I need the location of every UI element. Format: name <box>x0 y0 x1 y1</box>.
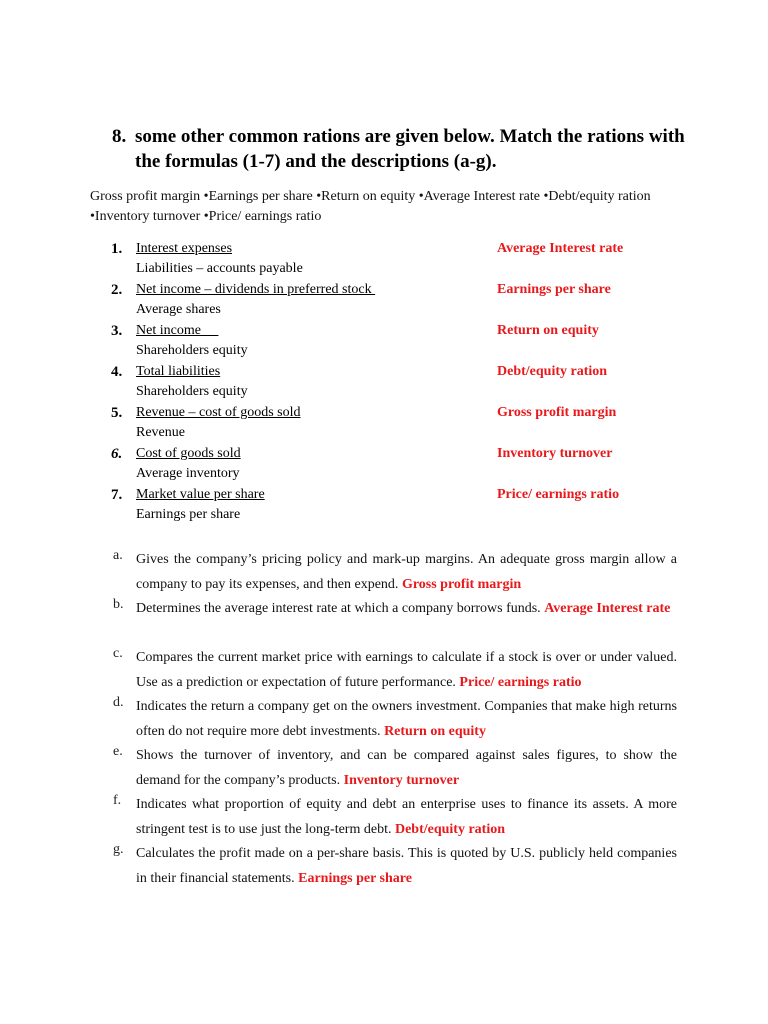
description-body <box>136 548 677 597</box>
formula-number: 1. <box>111 241 123 257</box>
formula-item-1 <box>0 240 768 280</box>
description-answer: Inventory turnover <box>343 772 460 788</box>
formula-denominator: Shareholders equity <box>136 384 248 399</box>
formula-number: 2. <box>111 282 123 298</box>
formula-denominator: Earnings per share <box>136 507 241 522</box>
description-text: Gives the company’s pricing policy and mark-up margins. An adequate gross margin allow a company to pay its expenses, and then expend. <box>136 552 677 592</box>
formula-answer: Inventory turnover <box>497 446 613 461</box>
formula-item-7 <box>0 486 768 526</box>
description-letter: e. <box>113 744 123 759</box>
description-letter: d. <box>113 695 124 710</box>
formula-number: 7. <box>111 487 123 503</box>
formula-denominator: Liabilities – accounts payable <box>136 261 303 276</box>
description-text: Calculates the profit made on a per-share basis. This is quoted by U.S. publicly held companies in their financial statements. <box>136 846 677 886</box>
description-letter: f. <box>113 793 122 808</box>
formula-item-5 <box>0 404 768 444</box>
description-body <box>136 646 677 695</box>
description-letter: c. <box>113 646 123 661</box>
description-answer: Return on equity <box>384 723 486 739</box>
description-letter: g. <box>113 842 124 857</box>
description-body <box>136 744 677 793</box>
formula-item-3 <box>0 322 768 362</box>
description-body <box>136 597 677 622</box>
description-text: Compares the current market price with earnings to calculate if a stock is over or under valued. Use as a prediction or expectation of future performance. <box>136 650 677 690</box>
formula-number: 3. <box>111 323 123 339</box>
description-text: Indicates what proportion of equity and debt an enterprise uses to finance its assets. A more stringent test is to use just the long-term debt. <box>136 797 677 837</box>
question-text: some other common rations are given below. Match the rations with the formulas (1-7) and the descriptions (a-g). <box>135 126 685 172</box>
description-answer: Average Interest rate <box>544 601 671 616</box>
formula-numerator: Interest expenses <box>136 241 233 256</box>
formula-answer: Earnings per share <box>497 282 611 297</box>
description-text: Indicates the return a company get on the owners investment. Companies that make high returns often do not require more debt investments. <box>136 699 677 739</box>
formula-answer: Average Interest rate <box>497 241 624 256</box>
formula-numerator: Cost of goods sold <box>136 446 241 461</box>
formula-answer: Gross profit margin <box>497 405 617 420</box>
formula-numerator: Net income <box>136 323 219 338</box>
question-heading <box>107 124 707 174</box>
formula-denominator: Shareholders equity <box>136 343 248 358</box>
description-answer: Gross profit margin <box>401 576 522 592</box>
formula-number: 6. <box>111 446 123 462</box>
description-text: Determines the average interest rate at which a company borrows funds. <box>136 601 541 616</box>
formula-numerator: Total liabilities <box>136 364 221 379</box>
formula-answer: Debt/equity ration <box>497 364 608 379</box>
description-body <box>136 695 677 744</box>
formula-number: 4. <box>111 364 123 380</box>
description-body <box>136 793 677 842</box>
formula-item-6 <box>0 445 768 485</box>
formula-item-2 <box>0 281 768 321</box>
formula-number: 5. <box>111 405 123 421</box>
ratio-list-intro: Gross profit margin •Earnings per share •Return on equity •Average Interest rate •Debt/equity ration •Inventory turnover •Price/ earnings ratio <box>90 189 651 224</box>
formula-answer: Return on equity <box>497 323 599 338</box>
formula-item-4 <box>0 363 768 403</box>
formula-numerator: Market value per share <box>136 487 265 502</box>
description-text: Shows the turnover of inventory, and can be compared against sales figures, to show the demand for the company’s products. <box>136 748 677 788</box>
formula-answer: Price/ earnings ratio <box>497 487 620 502</box>
question-number: 8. <box>112 126 127 147</box>
description-body <box>136 842 677 891</box>
formula-denominator: Revenue <box>136 425 185 440</box>
description-answer: Debt/equity ration <box>394 821 506 837</box>
formula-denominator: Average shares <box>136 302 221 317</box>
description-letter: b. <box>113 597 124 612</box>
description-letter: a. <box>113 548 123 563</box>
formula-denominator: Average inventory <box>136 466 240 481</box>
formula-numerator: Revenue – cost of goods sold <box>136 405 301 420</box>
description-answer: Price/ earnings ratio <box>459 674 582 690</box>
formula-numerator: Net income – dividends in preferred stock <box>136 282 376 297</box>
description-answer: Earnings per share <box>298 870 412 886</box>
